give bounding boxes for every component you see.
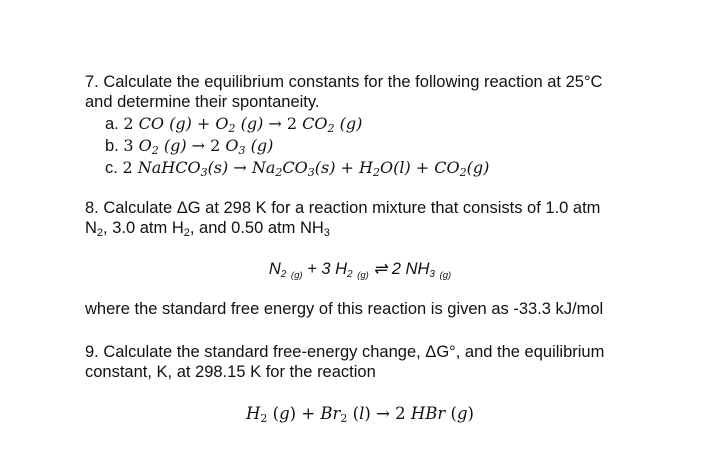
q7-c-equation: 2 NaHCO$_3$(s) → $Na_2CO_3(s) + H_2O(l) + CO_2(g)$: [122, 158, 490, 179]
q7-b-equation: 3 $O_2$ (g) → 2 $O_3$ (g): [123, 136, 274, 157]
q8-nh3-text: , and 0.50 atm NH: [189, 219, 324, 237]
q8-prompt-line-2: $N_2$, 3.0 atm $H_2$, and 0.50 atm $NH_3$: [85, 219, 330, 239]
q8-h2-text: , 3.0 atm H: [103, 219, 184, 237]
q8-standard-free-energy: where the standard free energy of this reaction is given as -33.3 kJ/mol: [85, 300, 604, 318]
q7-prompt-line-2: and determine their spontaneity.: [85, 93, 320, 111]
q7-reaction-c: [105, 158, 489, 178]
q8-prompt-line-1: 8. Calculate ΔG at 298 K for a reaction mixture that consists of 1.0 atm: [85, 199, 601, 217]
q7-prompt-line-1: 7. Calculate the equilibrium constants for the following reaction at 25°C: [85, 73, 603, 91]
q7-reaction-a: [105, 114, 362, 134]
q7-b-label: b.: [105, 137, 119, 155]
q7-a-equation: 2 CO $(g) + O_2$ (g) → 2 $CO_2$ (g): [123, 114, 363, 135]
q7-reaction-b: [105, 136, 273, 156]
q7-c-label: c.: [105, 159, 118, 177]
q9-prompt-line-2: constant, K, at 298.15 K for the reaction: [85, 363, 376, 381]
q7-a-label: a.: [105, 115, 119, 133]
q8-equation: $N_2$ $_{(g)}$ + 3 $H_2$ $_{(g)}$ ⇌ 2 $NH_3$ $_{(g)}$: [268, 260, 452, 281]
q9-equation: $H_2$ $(g) + Br_2$ (l) → 2 HBr (g): [246, 404, 474, 425]
q9-prompt-line-1: 9. Calculate the standard free-energy change, ΔG°, and the equilibrium: [85, 343, 605, 361]
q8-n2-symbol: N: [85, 219, 97, 237]
